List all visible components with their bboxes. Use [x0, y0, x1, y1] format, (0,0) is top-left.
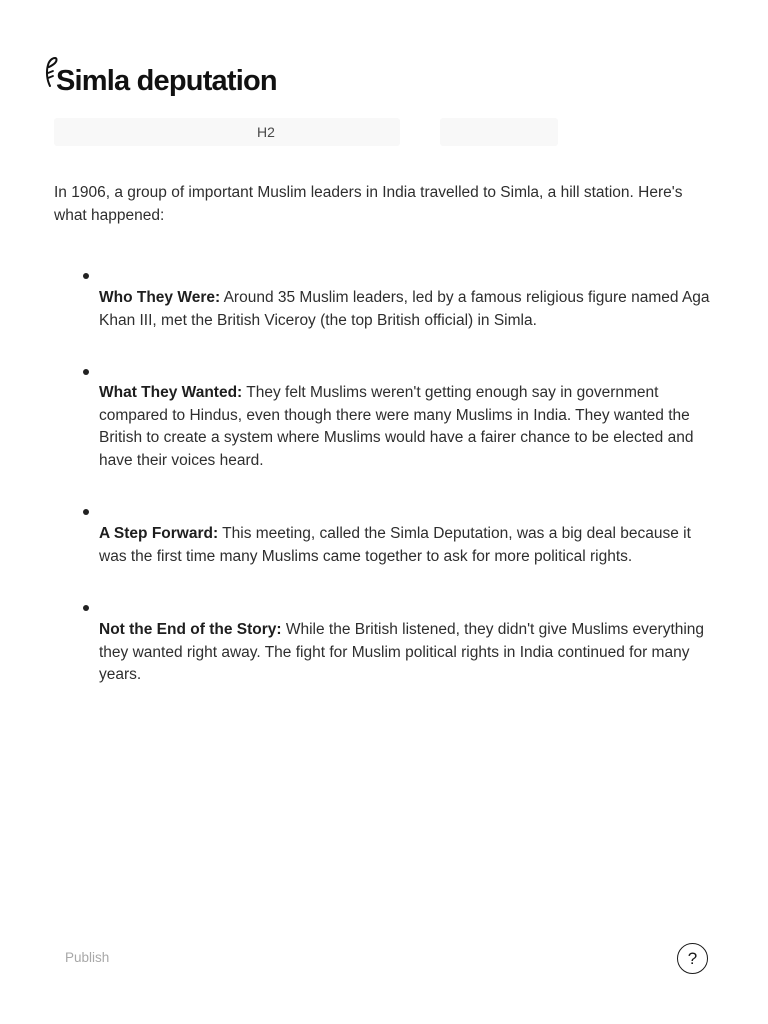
list-item-text — [99, 619, 719, 687]
intro-paragraph[interactable]: In 1906, a group of important Muslim leaders in India travelled to Simla, a hill station. Here's what happened: — [54, 184, 683, 224]
list-item-body: While the British listened, they didn't give Muslims everything they wanted right away. The fight for Muslim political rights in India continued for many years. — [99, 621, 705, 683]
list-item-text — [99, 523, 719, 568]
list-item-heading: Who They Were: — [99, 289, 221, 306]
help-button[interactable] — [677, 943, 708, 974]
toolbar-group-left — [54, 118, 400, 146]
heading-2-button[interactable]: H2 — [257, 124, 275, 140]
list-item-body: This meeting, called the Simla Deputation, was a big deal because it was the first time many Muslims came together to ask for more political rights. — [99, 525, 691, 565]
bullet-dot-icon — [83, 369, 89, 375]
bullet-dot-icon — [83, 605, 89, 611]
page-title[interactable]: Simla deputation — [56, 65, 277, 97]
list-item-text — [99, 287, 719, 332]
toolbar-group-right — [440, 118, 558, 146]
publish-button[interactable]: Publish — [65, 950, 110, 965]
bullet-dot-icon — [83, 273, 89, 279]
list-item-body: They felt Muslims weren't getting enough say in government compared to Hindus, even though there were many Muslims in India. They wanted the British to create a system where Muslims would have a fairer chance to be elected and have their voices heard. — [99, 384, 694, 469]
list-item-heading: Not the End of the Story: — [99, 621, 282, 638]
list-item-body: Around 35 Muslim leaders, led by a famous religious figure named Aga Khan III, met the British Viceroy (the top British official) in Simla. — [99, 289, 710, 329]
list-item-heading: What They Wanted: — [99, 384, 243, 401]
list-item-text — [99, 382, 719, 472]
list-item-heading: A Step Forward: — [99, 525, 219, 542]
question-mark-icon: ? — [687, 948, 698, 968]
bullet-dot-icon — [83, 509, 89, 515]
formatting-toolbar — [54, 118, 558, 146]
